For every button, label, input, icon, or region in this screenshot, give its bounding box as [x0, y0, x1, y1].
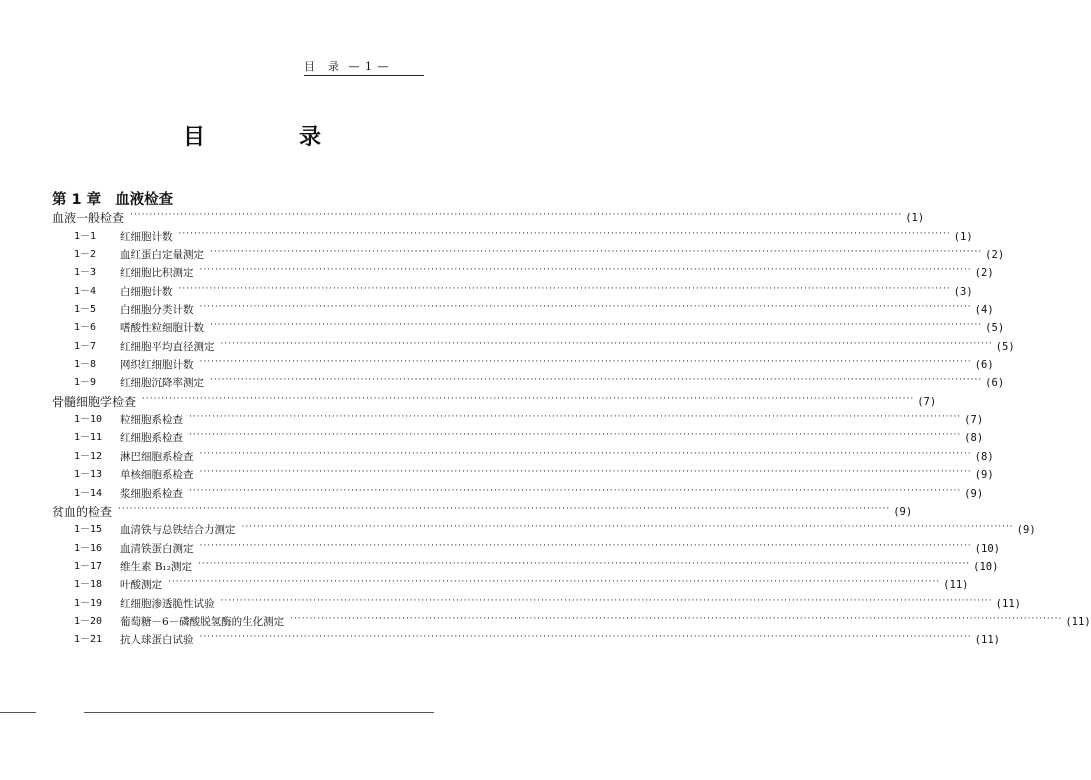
- dot-leader: ········································································································································································································: [199, 467, 972, 478]
- toc-entry-row: [52, 592, 1021, 610]
- chapter-heading: [52, 188, 173, 209]
- toc-entry-title: 红细胞计数: [120, 230, 173, 243]
- toc-entry-title: 红细胞渗透脆性试验: [120, 597, 215, 610]
- toc-page-number: (11): [974, 634, 1000, 647]
- toc-page-number: (7): [917, 395, 937, 408]
- running-header-text: 目 录: [304, 60, 340, 73]
- toc-entry-title: 粒细胞系检查: [120, 414, 183, 427]
- toc-entry-number: 1－10: [74, 414, 103, 426]
- dot-leader: ········································································································································································································: [210, 320, 983, 331]
- toc-page-number: (10): [974, 542, 1000, 555]
- running-header-page-number: — 1 —: [348, 60, 390, 73]
- toc-entry-title: 红细胞系检查: [120, 432, 183, 445]
- toc-section-row: [52, 390, 937, 409]
- header-rule: [304, 75, 424, 76]
- toc-entry-title: 淋巴细胞系检查: [120, 450, 194, 463]
- toc-entry-title: 红细胞沉降率测定: [120, 377, 204, 390]
- toc-entry-number: 1－14: [74, 487, 103, 499]
- toc-entry-title: 维生素 B₁₂测定: [120, 560, 192, 573]
- toc-entry-row: [52, 244, 1005, 262]
- dot-leader: ········································································································································································································: [210, 247, 983, 258]
- dot-leader: ········································································································································································································: [241, 522, 1014, 533]
- toc-page-number: (5): [985, 322, 1005, 335]
- toc-page-number: (10): [973, 560, 999, 573]
- toc-entry-title: 葡萄糖－6－磷酸脱氢酶的生化测定: [120, 615, 285, 628]
- toc-page-number: (9): [964, 487, 984, 500]
- dot-leader: ········································································································································································································: [178, 228, 951, 239]
- toc-page-number: (2): [985, 249, 1005, 262]
- toc-entry-row: [52, 464, 994, 482]
- toc-entry-number: 1－17: [74, 560, 103, 572]
- toc-page-number: (4): [974, 304, 994, 317]
- toc-section-row: [52, 501, 913, 519]
- toc-entry-row: [52, 262, 994, 280]
- dot-leader: ········································································································································································································: [189, 412, 962, 423]
- toc-entry-title: 红细胞平均直径测定: [120, 340, 215, 353]
- toc-entry-number: 1－15: [74, 524, 103, 536]
- dot-leader: ········································································································································································································: [118, 503, 891, 514]
- dot-leader: ········································································································································································································: [189, 430, 962, 441]
- dot-leader: ········································································································································································································: [290, 613, 1063, 624]
- toc-page-number: (8): [964, 432, 984, 445]
- dot-leader: ········································································································································································································: [142, 393, 915, 404]
- toc-entry-number: 1－5: [74, 304, 97, 316]
- toc-entry-row: [52, 427, 984, 445]
- toc-entry-title: 叶酸测定: [120, 579, 162, 592]
- toc-entry-row: [52, 409, 984, 427]
- toc-entry-number: 1－3: [74, 267, 97, 279]
- toc-page-number: (5): [995, 340, 1015, 353]
- toc-page-number: (6): [985, 377, 1005, 390]
- toc-entry-title: 嗜酸性粒细胞计数: [120, 322, 204, 335]
- toc-entry-row: [52, 445, 994, 463]
- toc-page-number: (7): [964, 414, 984, 427]
- toc-entry-row: [52, 611, 1091, 629]
- toc-entry-number: 1－11: [74, 432, 103, 444]
- dot-leader: ········································································································································································································: [168, 577, 941, 588]
- toc-entry-number: 1－18: [74, 579, 103, 591]
- toc-page-number: (6): [974, 359, 994, 372]
- footer-rule: [84, 712, 434, 713]
- toc-entry-row: [52, 574, 969, 592]
- toc-entry-number: 1－8: [74, 359, 97, 371]
- toc-entry-title: 血清铁蛋白测定: [120, 542, 194, 555]
- toc-page-number: (9): [974, 469, 994, 482]
- toc-page-number: (3): [953, 285, 973, 298]
- toc-entry-row: [52, 556, 999, 574]
- toc-entry-number: 1－9: [74, 377, 97, 389]
- toc-entry-row: [52, 482, 984, 500]
- toc-entry-number: 1－21: [74, 634, 103, 646]
- dot-leader: ········································································································································································································: [199, 632, 972, 643]
- toc-entry-number: 1－7: [74, 340, 97, 352]
- toc-section-row: [52, 207, 925, 226]
- toc-entry-title: 红细胞比积测定: [120, 267, 194, 280]
- toc-entry-row: [52, 225, 973, 243]
- toc-entry-row: [52, 317, 1005, 335]
- toc-entry-row: [52, 299, 994, 317]
- dot-leader: ········································································································································································································: [199, 265, 972, 276]
- toc-page-number: (2): [974, 267, 994, 280]
- dot-leader: ········································································································································································································: [178, 283, 951, 294]
- running-header: [304, 58, 424, 74]
- dot-leader: ········································································································································································································: [199, 540, 972, 551]
- toc-page-number: (9): [893, 505, 913, 518]
- toc-entry-number: 1－2: [74, 249, 97, 261]
- toc-section-title: 骨髓细胞学检查: [52, 394, 137, 409]
- toc-entry-row: [52, 335, 1015, 353]
- toc-entry-number: 1－6: [74, 322, 97, 334]
- toc-entry-row: [52, 537, 1000, 555]
- toc-entry-number: 1－19: [74, 597, 103, 609]
- dot-leader: ········································································································································································································: [189, 485, 962, 496]
- toc-entry-number: 1－1: [74, 230, 97, 242]
- toc-entry-number: 1－12: [74, 450, 103, 462]
- dot-leader: ········································································································································································································: [130, 210, 903, 221]
- dot-leader: ········································································································································································································: [199, 448, 972, 459]
- toc-page-number: (8): [974, 450, 994, 463]
- toc-entry-title: 网织红细胞计数: [120, 359, 194, 372]
- toc-entry-number: 1－13: [74, 469, 103, 481]
- dot-leader: ········································································································································································································: [210, 375, 983, 386]
- toc-entry-title: 血清铁与总铁结合力测定: [120, 524, 236, 537]
- toc-section-title: 贫血的检查: [52, 504, 113, 519]
- table-of-contents: [52, 207, 1091, 647]
- dot-leader: ········································································································································································································: [199, 357, 972, 368]
- dot-leader: ········································································································································································································: [197, 558, 971, 569]
- toc-entry-number: 1－20: [74, 615, 103, 627]
- footer-rule-left: [0, 712, 36, 713]
- toc-entry-number: 1－16: [74, 542, 103, 554]
- page-title: 目 录: [182, 125, 357, 150]
- toc-entry-row: [52, 629, 1000, 647]
- toc-page-number: (11): [943, 579, 969, 592]
- toc-entry-title: 白细胞计数: [120, 285, 173, 298]
- toc-entry-row: [52, 280, 973, 298]
- dot-leader: ········································································································································································································: [220, 338, 993, 349]
- toc-page-number: (1): [953, 230, 973, 243]
- toc-page-number: (1): [905, 212, 925, 225]
- toc-page-number: (11): [995, 597, 1021, 610]
- toc-entry-title: 单核细胞系检查: [120, 469, 194, 482]
- toc-entry-title: 浆细胞系检查: [120, 487, 183, 500]
- toc-entry-title: 抗人球蛋白试验: [120, 634, 194, 647]
- toc-entry-title: 血红蛋白定量测定: [120, 249, 204, 262]
- toc-entry-row: [52, 519, 1036, 537]
- chapter-title: 血液检查: [115, 192, 174, 208]
- chapter-label: 第 1 章: [52, 192, 102, 208]
- toc-page-number: (9): [1016, 524, 1036, 537]
- toc-entry-number: 1－4: [74, 285, 97, 297]
- dot-leader: ········································································································································································································: [199, 302, 972, 313]
- toc-section-title: 血液一般检查: [52, 211, 125, 226]
- toc-entry-row: [52, 372, 1005, 390]
- toc-entry-title: 白细胞分类计数: [120, 304, 194, 317]
- dot-leader: ········································································································································································································: [220, 595, 993, 606]
- toc-entry-row: [52, 354, 994, 372]
- toc-page-number: (11): [1065, 615, 1091, 628]
